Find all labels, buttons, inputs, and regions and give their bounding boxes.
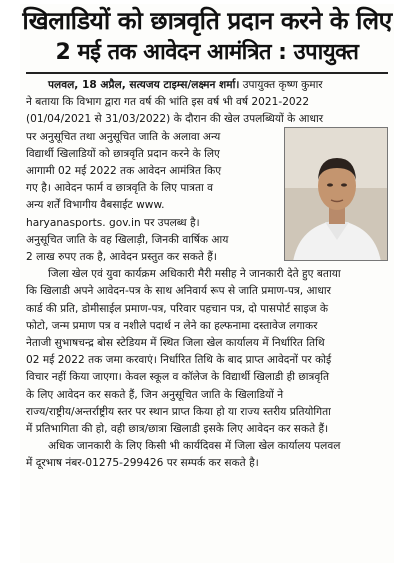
headline-line-2: 2 मई तक आवेदन आमंत्रित : उपायुक्त — [55, 40, 359, 65]
wrapped-text-column — [26, 129, 288, 267]
article-line — [26, 77, 390, 94]
article-line: अन्य शर्तें विभागीय वैबसाईट www. — [26, 199, 165, 212]
article-line: (01/04/2021 से 31/03/2022) के दौरान की खेल उपलब्धियों के आधार — [26, 113, 324, 126]
article-line: विचार नहीं किया जाएगा। केवल स्कूल व कॉलेज के विद्यार्थी खिलाडी ही छात्रवृति — [26, 371, 330, 384]
dateline: पलवल, 18 अप्रैल, सत्यजय टाइम्स/लक्ष्मन शर्मा। — [48, 79, 240, 91]
article-line: नेताजी सुभाषचन्द्र बोस स्टेडियम में स्थित जिला खेल कार्यालय में निर्धारित तिथि — [26, 337, 325, 350]
article-line: विद्यार्थी खिलाडियों को छात्रवृति प्रदान करने के लिए — [26, 147, 220, 160]
article-line-text: उपायुक्त कृष्ण कुमार — [239, 79, 323, 91]
article-line: अधिक जानकारी के लिए किसी भी कार्यदिवस में जिला खेल कार्यालय पलवल — [48, 440, 341, 453]
article-line: में प्रतिभागिता की हो, वही छात्र/छात्रा खिलाडी इसके लिए आवेदन कर सकते हैं। — [26, 423, 329, 436]
article-line: फोटो, जन्म प्रमाण पत्र व नशीले पदार्थ न लेने का हल्फनामा दस्तावेज लगाकर — [26, 319, 318, 332]
headline-divider — [26, 72, 388, 74]
portrait-image — [285, 128, 388, 261]
newspaper-clipping — [20, 4, 394, 563]
article-line: haryanasports. gov.in पर उपलब्ध है। — [26, 216, 200, 229]
article-line: कि खिलाडी अपने आवेदन-पत्र के साथ अनिवार्य रूप से जाति प्रमाण-पत्र, आधार — [26, 285, 331, 298]
headline-line-1: खिलाडियों को छात्रवृति प्रदान करने के लिए — [22, 6, 392, 35]
article-line: में दूरभाष नंबर-01275-299426 पर सम्पर्क कर सकते है। — [26, 457, 259, 470]
article-line: ने बताया कि विभाग द्वारा गत वर्ष की भांति इस वर्ष भी वर्ष 2021-2022 — [26, 96, 310, 109]
article-line: गए है। आवेदन फार्म व छात्रवृति के लिए पात्रता व — [26, 182, 214, 195]
article-line: के लिए आवेदन कर सकते हैं, जिन अनुसूचित जाति के खिलाडियों ने — [26, 388, 284, 401]
article-line: 2 लाख रुपए तक है, आवेदन प्रस्तुत कर सकते हैं। — [26, 251, 217, 264]
article-line: 02 मई 2022 तक जमा करवाएं। निर्धारित तिथि के बाद प्राप्त आवेदनों पर कोई — [26, 354, 332, 367]
article-line: जिला खेल एवं युवा कार्यक्रम अधिकारी मैरी मसीह ने जानकारी देते हुए बताया — [48, 268, 341, 281]
article-line: पर अनुसूचित तथा अनुसूचित जाति के अलावा अन्य — [26, 130, 221, 143]
article-line: अनुसूचित जाति के वह खिलाड़ी, जिनकी वार्षिक आय — [26, 233, 229, 246]
article-body — [20, 77, 394, 473]
officer-portrait-photo — [284, 127, 388, 261]
article-line: आगामी 02 मई 2022 तक आवेदन आमंत्रित किए — [26, 165, 222, 178]
photo-wrap-section — [26, 129, 390, 267]
article-line: कार्ड की प्रति, डोमीसाईल प्रमाण-पत्र, परिवार पहचान पत्र, दो पासपोर्ट साइज के — [26, 302, 329, 315]
article-line: राज्य/राष्ट्रीय/अन्तर्राष्ट्रीय स्तर पर स्थान प्राप्त किया हो या राज्य स्तरीय प्रतियोगिता — [26, 405, 331, 418]
